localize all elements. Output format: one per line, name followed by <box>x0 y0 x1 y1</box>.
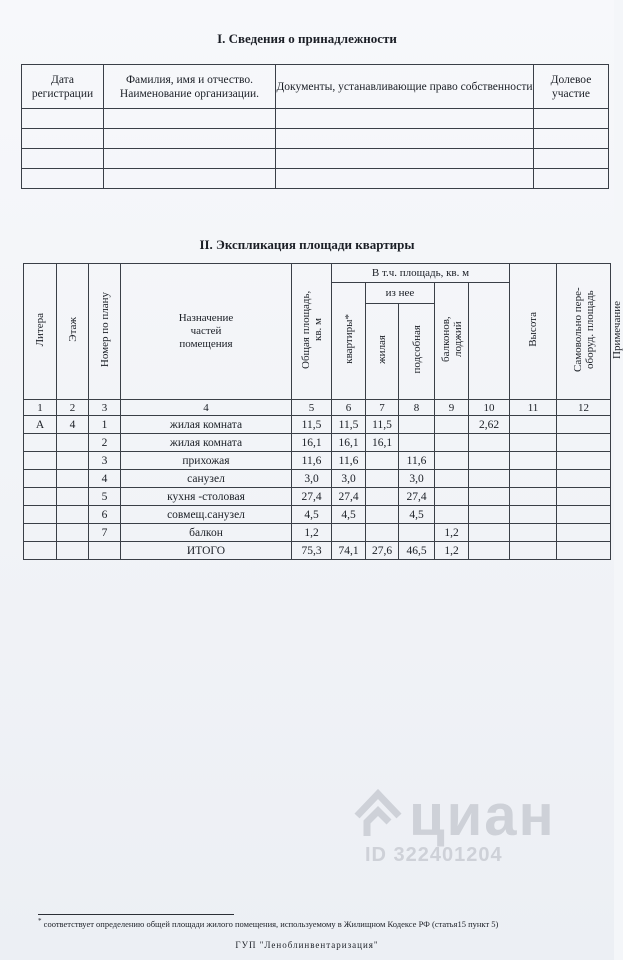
col-header-height: Высота <box>510 264 557 400</box>
table-cell: жилая комната <box>121 434 292 452</box>
table-row <box>22 109 609 129</box>
table-cell <box>469 524 510 542</box>
table-cell: А <box>24 416 57 434</box>
table-cell: 6 <box>89 506 121 524</box>
table-row <box>24 506 611 524</box>
col-header-litera: Литера <box>24 264 57 400</box>
table-cell: 27,6 <box>366 542 399 560</box>
table-cell: кухня -столовая <box>121 488 292 506</box>
table-cell: 16,1 <box>332 434 366 452</box>
table-cell: 7 <box>89 524 121 542</box>
table-cell <box>435 452 469 470</box>
table-cell <box>57 488 89 506</box>
table-cell <box>469 452 510 470</box>
table-cell <box>435 506 469 524</box>
table-cell <box>57 506 89 524</box>
ownership-table <box>21 64 609 189</box>
col-header-auxiliary: подсобная <box>399 304 435 400</box>
table-cell <box>24 506 57 524</box>
section-title-ownership: I. Сведения о принадлежности <box>217 31 397 46</box>
table-cell <box>89 542 121 560</box>
table-cell <box>469 434 510 452</box>
table-cell: 3 <box>89 452 121 470</box>
table-cell: 27,4 <box>292 488 332 506</box>
table-cell <box>57 452 89 470</box>
col-header-balcony: балконов, лоджий <box>435 283 469 400</box>
table-cell <box>435 488 469 506</box>
table-cell <box>469 470 510 488</box>
table-cell: 3,0 <box>292 470 332 488</box>
table-header-row <box>22 65 609 109</box>
table-cell: 27,4 <box>332 488 366 506</box>
table-row <box>24 434 611 452</box>
table-cell <box>366 488 399 506</box>
table-cell: 1 <box>89 416 121 434</box>
table-cell: 1,2 <box>435 524 469 542</box>
table-cell <box>557 524 611 542</box>
table-cell: 74,1 <box>332 542 366 560</box>
table-cell <box>24 488 57 506</box>
table-cell <box>332 524 366 542</box>
col-header-living: жилая <box>366 304 399 400</box>
section-title-explication: II. Экспликация площади квартиры <box>199 237 415 252</box>
explication-table: Литера Этаж Номер по плану Назначение частей помещения Общая площадь, кв. м В т.ч. площадь, кв. м Высота Самовольно пере- оборуд. площадь Примечание квартиры* из нее балконов, лоджий жилая подсобная 1 2 3 4 5 6 7 8 9 10 11 12 А 4 1 жилая комната 11,5 11,5 11,5 2,62 2 жилая комната 16,1 16,1 16,1 3 прихожая 11,6 11,6 11,6 4 санузел 3,0 3,0 3,0 5 кухня -столовая 27,4 27,4 27,4 6 совмещ.санузел 4,5 4,5 4,5 7 балкон 1,2 1,2 ИТОГО 75,3 74,1 27,6 46,5 1,2 <box>23 263 611 560</box>
table-row <box>22 129 609 149</box>
table-cell <box>510 524 557 542</box>
table-row <box>24 470 611 488</box>
table-cell: 11,6 <box>332 452 366 470</box>
col-header-incl-area: В т.ч. площадь, кв. м <box>332 264 510 283</box>
table-cell: 11,6 <box>292 452 332 470</box>
table-cell <box>366 506 399 524</box>
table-row <box>24 452 611 470</box>
table-cell <box>510 452 557 470</box>
col-header-floor: Этаж <box>57 264 89 400</box>
footnote-divider <box>38 914 234 915</box>
table-cell <box>510 470 557 488</box>
table-cell <box>57 542 89 560</box>
table-cell: 5 <box>89 488 121 506</box>
table-cell <box>510 416 557 434</box>
table-row <box>22 149 609 169</box>
table-cell: санузел <box>121 470 292 488</box>
table-cell: ИТОГО <box>121 542 292 560</box>
table-cell <box>557 452 611 470</box>
table-cell: прихожая <box>121 452 292 470</box>
table-row <box>24 416 611 434</box>
table-cell: 11,5 <box>292 416 332 434</box>
table-cell <box>366 524 399 542</box>
col-header-total-area: Общая площадь, кв. м <box>292 264 332 400</box>
table-cell <box>399 434 435 452</box>
table-cell: 4,5 <box>292 506 332 524</box>
table-cell: 1,2 <box>435 542 469 560</box>
table-cell: 3,0 <box>332 470 366 488</box>
col-header: Фамилия, имя и отчество. Наименование организации. <box>104 65 276 109</box>
table-cell: 11,5 <box>332 416 366 434</box>
table-cell <box>557 542 611 560</box>
table-cell: жилая комната <box>121 416 292 434</box>
table-cell <box>510 434 557 452</box>
table-cell: 16,1 <box>366 434 399 452</box>
col-header-plan-number: Номер по плану <box>89 264 121 400</box>
table-cell: 4,5 <box>332 506 366 524</box>
table-cell: 4 <box>89 470 121 488</box>
col-header-apartment: квартиры* <box>332 283 366 400</box>
table-cell <box>435 416 469 434</box>
table-cell <box>469 506 510 524</box>
col-header-purpose: Назначение частей помещения <box>121 264 292 400</box>
col-header: Документы, устанавливающие право собственности <box>276 65 534 109</box>
table-cell <box>366 470 399 488</box>
table-cell <box>557 470 611 488</box>
footnote: * соответствует определению общей площади жилого помещения, используемому в Жилищном Кодексе РФ (статья15 пункт 5) <box>38 917 499 929</box>
table-cell <box>435 434 469 452</box>
table-cell <box>510 542 557 560</box>
table-cell <box>24 434 57 452</box>
col-header: Дата регистрации <box>22 65 104 109</box>
table-cell <box>557 434 611 452</box>
table-cell: 16,1 <box>292 434 332 452</box>
table-cell: 2 <box>89 434 121 452</box>
table-row <box>24 524 611 542</box>
table-cell: 4 <box>57 416 89 434</box>
table-cell <box>557 506 611 524</box>
table-cell <box>57 524 89 542</box>
table-cell <box>399 416 435 434</box>
col-header: Долевое участие <box>534 65 609 109</box>
cian-watermark: циан ID 322401204 <box>355 782 556 849</box>
table-cell <box>557 488 611 506</box>
col-header-of-which: из нее <box>366 283 435 304</box>
table-cell <box>469 488 510 506</box>
table-cell: 2,62 <box>469 416 510 434</box>
table-cell <box>24 524 57 542</box>
table-cell: 11,5 <box>366 416 399 434</box>
table-cell <box>24 542 57 560</box>
organization-name: ГУП "Леноблинвентаризация" <box>235 940 379 950</box>
table-cell <box>510 488 557 506</box>
table-row <box>24 488 611 506</box>
table-cell <box>24 470 57 488</box>
column-numbers-row: 1 2 3 4 5 6 7 8 9 10 11 12 <box>24 400 611 416</box>
table-cell <box>399 524 435 542</box>
table-cell <box>24 452 57 470</box>
table-cell <box>510 506 557 524</box>
table-cell <box>469 542 510 560</box>
table-cell <box>57 434 89 452</box>
table-cell: 4,5 <box>399 506 435 524</box>
table-cell <box>57 470 89 488</box>
table-cell <box>435 470 469 488</box>
table-cell: 1,2 <box>292 524 332 542</box>
table-cell <box>366 452 399 470</box>
table-cell: совмещ.санузел <box>121 506 292 524</box>
table-cell: 11,6 <box>399 452 435 470</box>
table-cell <box>557 416 611 434</box>
table-cell: балкон <box>121 524 292 542</box>
total-row <box>24 542 611 560</box>
house-icon <box>353 786 403 842</box>
table-row <box>22 169 609 189</box>
table-cell: 75,3 <box>292 542 332 560</box>
table-cell: 3,0 <box>399 470 435 488</box>
table-cell: 46,5 <box>399 542 435 560</box>
table-cell: 27,4 <box>399 488 435 506</box>
col-header-rebuilt: Самовольно пере- оборуд. площадь <box>557 264 611 400</box>
